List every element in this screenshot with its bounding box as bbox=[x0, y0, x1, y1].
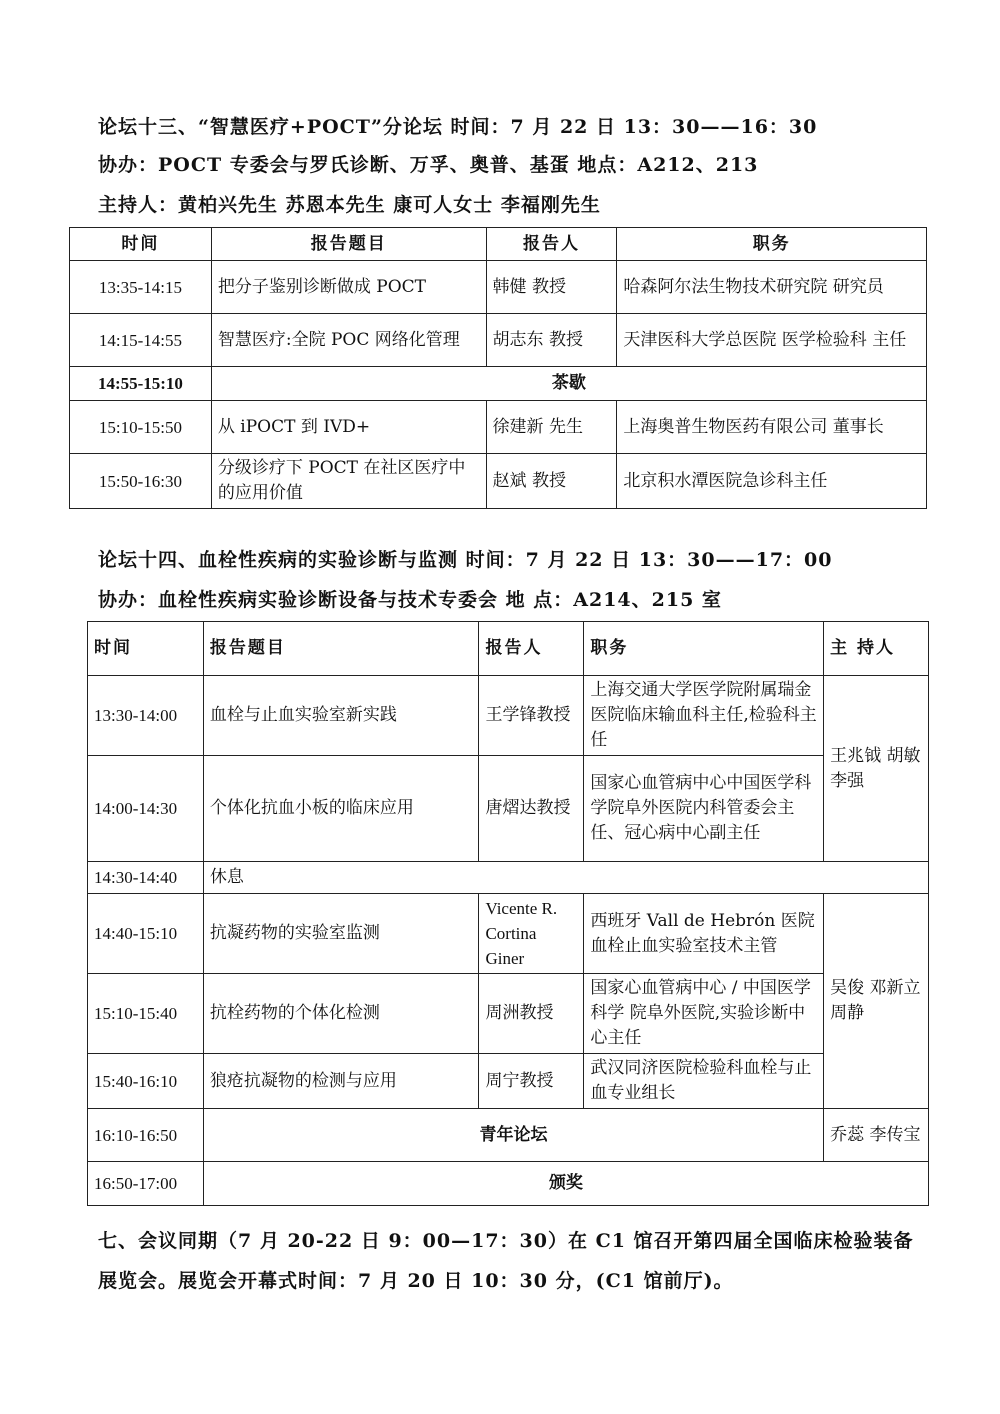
table-header-row bbox=[70, 228, 927, 261]
rest-label: 休息 bbox=[203, 862, 928, 894]
host-cell-group2: 吴俊 邓新立 周静 bbox=[824, 894, 929, 1109]
forum13-hosts: 主持人：黄柏兴先生 苏恩本先生 康可人女士 李福刚先生 bbox=[98, 194, 601, 216]
header-host: 主 持人 bbox=[824, 622, 929, 676]
speaker-cell: 周宁教授 bbox=[479, 1054, 584, 1109]
time-cell: 14:40-15:10 bbox=[88, 894, 204, 974]
table-row bbox=[88, 676, 929, 756]
section7-line1: 七、会议同期（7 月 20-22 日 9：00—17：30）在 C1 馆召开第四届全国临床检验装备 bbox=[98, 1230, 914, 1252]
role-cell: 北京积水潭医院急诊科主任 bbox=[617, 454, 927, 509]
header-role: 职务 bbox=[584, 622, 824, 676]
time-cell: 13:35-14:15 bbox=[70, 261, 212, 314]
topic-cell: 抗栓药物的个体化检测 bbox=[203, 974, 479, 1054]
youth-forum-row bbox=[88, 1109, 929, 1162]
section7-line2: 展览会。展览会开幕式时间：7 月 20 日 10：30 分，(C1 馆前厅)。 bbox=[98, 1270, 734, 1292]
time-cell: 15:10-15:50 bbox=[70, 401, 212, 454]
table-row bbox=[70, 314, 927, 367]
break-label: 茶歇 bbox=[211, 367, 926, 401]
time-cell: 15:40-16:10 bbox=[88, 1054, 204, 1109]
time-cell: 13:30-14:00 bbox=[88, 676, 204, 756]
topic-cell: 分级诊疗下 POCT 在社区医疗中的应用价值 bbox=[211, 454, 486, 509]
forum13-schedule-table bbox=[69, 227, 927, 509]
speaker-cell: 赵斌 教授 bbox=[486, 454, 617, 509]
forum13-title: 论坛十三、“智慧医疗+POCT”分论坛 时间：7 月 22 日 13：30——16：30 bbox=[98, 116, 818, 138]
role-cell: 上海交通大学医学院附属瑞金医院临床输血科主任,检验科主任 bbox=[584, 676, 824, 756]
award-row bbox=[88, 1162, 929, 1206]
role-cell: 西班牙 Vall de Hebrón 医院 血栓止血实验室技术主管 bbox=[584, 894, 824, 974]
table-header-row bbox=[88, 622, 929, 676]
topic-cell: 智慧医疗:全院 POC 网络化管理 bbox=[211, 314, 486, 367]
header-speaker: 报告人 bbox=[479, 622, 584, 676]
header-time: 时间 bbox=[88, 622, 204, 676]
forum13-assist: 协办：POCT 专委会与罗氏诊断、万孚、奥普、基蛋 地点：A212、213 bbox=[98, 154, 759, 176]
time-cell: 14:00-14:30 bbox=[88, 756, 204, 862]
topic-cell: 把分子鉴别诊断做成 POCT bbox=[211, 261, 486, 314]
role-cell: 武汉同济医院检验科血栓与止血专业组长 bbox=[584, 1054, 824, 1109]
break-row bbox=[70, 367, 927, 401]
table-row bbox=[70, 454, 927, 509]
role-cell: 上海奥普生物医药有限公司 董事长 bbox=[617, 401, 927, 454]
rest-row bbox=[88, 862, 929, 894]
host-cell-group1: 王兆钺 胡敏 李强 bbox=[824, 676, 929, 862]
role-cell: 国家心血管病中心中国医学科学院阜外医院内科管委会主任、冠心病中心副主任 bbox=[584, 756, 824, 862]
header-speaker: 报告人 bbox=[486, 228, 617, 261]
header-time: 时间 bbox=[70, 228, 212, 261]
table-row bbox=[88, 756, 929, 862]
speaker-cell: 徐建新 先生 bbox=[486, 401, 617, 454]
role-cell: 国家心血管病中心 / 中国医学科学 院阜外医院,实验诊断中心主任 bbox=[584, 974, 824, 1054]
time-cell: 15:50-16:30 bbox=[70, 454, 212, 509]
role-cell: 天津医科大学总医院 医学检验科 主任 bbox=[617, 314, 927, 367]
speaker-cell: Vicente R. Cortina Giner bbox=[479, 894, 584, 974]
time-cell: 15:10-15:40 bbox=[88, 974, 204, 1054]
speaker-cell: 胡志东 教授 bbox=[486, 314, 617, 367]
header-topic: 报告题目 bbox=[211, 228, 486, 261]
topic-cell: 从 iPOCT 到 IVD+ bbox=[211, 401, 486, 454]
topic-cell: 狼疮抗凝物的检测与应用 bbox=[203, 1054, 479, 1109]
header-topic: 报告题目 bbox=[203, 622, 479, 676]
rest-time: 14:30-14:40 bbox=[88, 862, 204, 894]
role-cell: 哈森阿尔法生物技术研究院 研究员 bbox=[617, 261, 927, 314]
speaker-cell: 唐熠达教授 bbox=[479, 756, 584, 862]
forum14-schedule-table bbox=[87, 621, 929, 1206]
youth-host: 乔蕊 李传宝 bbox=[824, 1109, 929, 1162]
speaker-cell: 王学锋教授 bbox=[479, 676, 584, 756]
speaker-cell: 周洲教授 bbox=[479, 974, 584, 1054]
award-label: 颁奖 bbox=[203, 1162, 928, 1206]
table-row bbox=[88, 1054, 929, 1109]
table-row bbox=[88, 974, 929, 1054]
youth-label: 青年论坛 bbox=[203, 1109, 823, 1162]
table-row bbox=[70, 401, 927, 454]
speaker-cell: 韩健 教授 bbox=[486, 261, 617, 314]
topic-cell: 抗凝药物的实验室监测 bbox=[203, 894, 479, 974]
forum14-title: 论坛十四、血栓性疾病的实验诊断与监测 时间：7 月 22 日 13：30——17：00 bbox=[98, 549, 833, 571]
award-time: 16:50-17:00 bbox=[88, 1162, 204, 1206]
forum14-assist: 协办：血栓性疾病实验诊断设备与技术专委会 地 点：A214、215 室 bbox=[98, 589, 722, 611]
time-cell: 14:15-14:55 bbox=[70, 314, 212, 367]
topic-cell: 个体化抗血小板的临床应用 bbox=[203, 756, 479, 862]
break-time: 14:55-15:10 bbox=[70, 367, 212, 401]
header-role: 职务 bbox=[617, 228, 927, 261]
table-row bbox=[70, 261, 927, 314]
table-row bbox=[88, 894, 929, 974]
youth-time: 16:10-16:50 bbox=[88, 1109, 204, 1162]
topic-cell: 血栓与止血实验室新实践 bbox=[203, 676, 479, 756]
